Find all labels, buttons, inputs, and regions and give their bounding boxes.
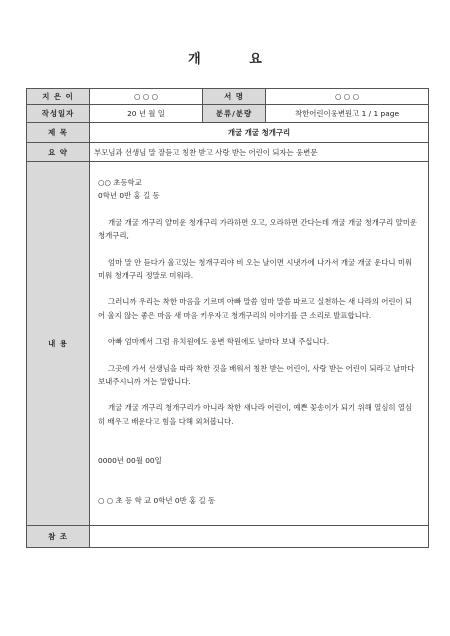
category-value: 착한어린이웅변원고 1 / 1 page (266, 105, 429, 123)
content-row (27, 162, 429, 526)
date-line: 0000년 00월 00일 (98, 456, 162, 466)
document-title: 개 요 (188, 52, 284, 67)
signature-label: 서 명 (203, 89, 266, 105)
signature-value: ○ ○ ○ (266, 89, 429, 105)
author-value: ○ ○ ○ (90, 89, 203, 105)
paragraph-5: 그곳에 가서 선생님을 따라 착한 것을 배워서 칭찬 받는 어린이, 사랑 받는 어린이 되라고 날마다 보내주시니까 겨는 말합니다. (98, 363, 415, 387)
subject-value: 개굴 개굴 청개구리 (90, 123, 429, 143)
subject-row (27, 123, 429, 143)
paragraph-2: 엄마 말 안 듣다가 울고있는 청개구리야 비 오는 날이면 시냇가에 나가서 개굴 개굴 운다니 미워 미워 청개구리 정말로 미워라. (98, 257, 413, 281)
summary-row (27, 143, 429, 162)
author-row (27, 89, 429, 105)
content-body (90, 162, 429, 526)
reference-label: 참 조 (27, 526, 90, 548)
reference-row (27, 526, 429, 548)
author-label: 지 은 이 (27, 89, 90, 105)
signoff-line: ○ ○ 초 등 학 교 0학년 0반 홍 길 동 (98, 495, 216, 505)
summary-form-table (26, 88, 429, 548)
date-value: 20 년 월 일 (90, 105, 203, 123)
date-label: 작성일자 (27, 105, 90, 123)
paragraph-3: 그러니까 우리는 착한 마음을 기르며 아빠 말씀 엄마 말씀 따르고 실천하는 새 나라의 어린이 되어 울지 않는 좋은 마음 새 마음 키우자고 청개구리의 이야기를 큰 소리로 발표합니다. (98, 297, 413, 320)
student-line: 0학년 0반 홍 길 동 (98, 191, 160, 201)
reference-value (90, 526, 429, 548)
school-line: ○○ 초등학교 (98, 178, 142, 187)
category-label: 분류/분량 (203, 105, 266, 123)
content-label: 내 용 (27, 162, 90, 526)
subject-label: 제 목 (27, 123, 90, 143)
summary-value: 부모님과 선생님 말 잘듣고 칭찬 받고 사랑 받는 어린이 되자는 웅변문 (90, 143, 429, 162)
summary-label: 요 약 (27, 143, 90, 162)
date-row (27, 105, 429, 123)
paragraph-1: 개굴 개굴 개구리 얄미운 청개구리 가라하면 오고, 오라하면 간다는데 개굴 개굴 청개구리 얄미운 청개구리, (98, 217, 417, 241)
paragraph-6: 개굴 개굴 개구리 청개구리가 아니라 착한 새나라 어린이, 예쁜 꽃송이가 되기 위해 열심히 열심히 배우고 배운다고 힘을 다해 외쳐봅니다. (98, 403, 413, 426)
paragraph-4: 아빠 엄마께서 그럼 유치원에도 웅변 학원에도 날마다 보내 주십니다. (108, 337, 330, 347)
